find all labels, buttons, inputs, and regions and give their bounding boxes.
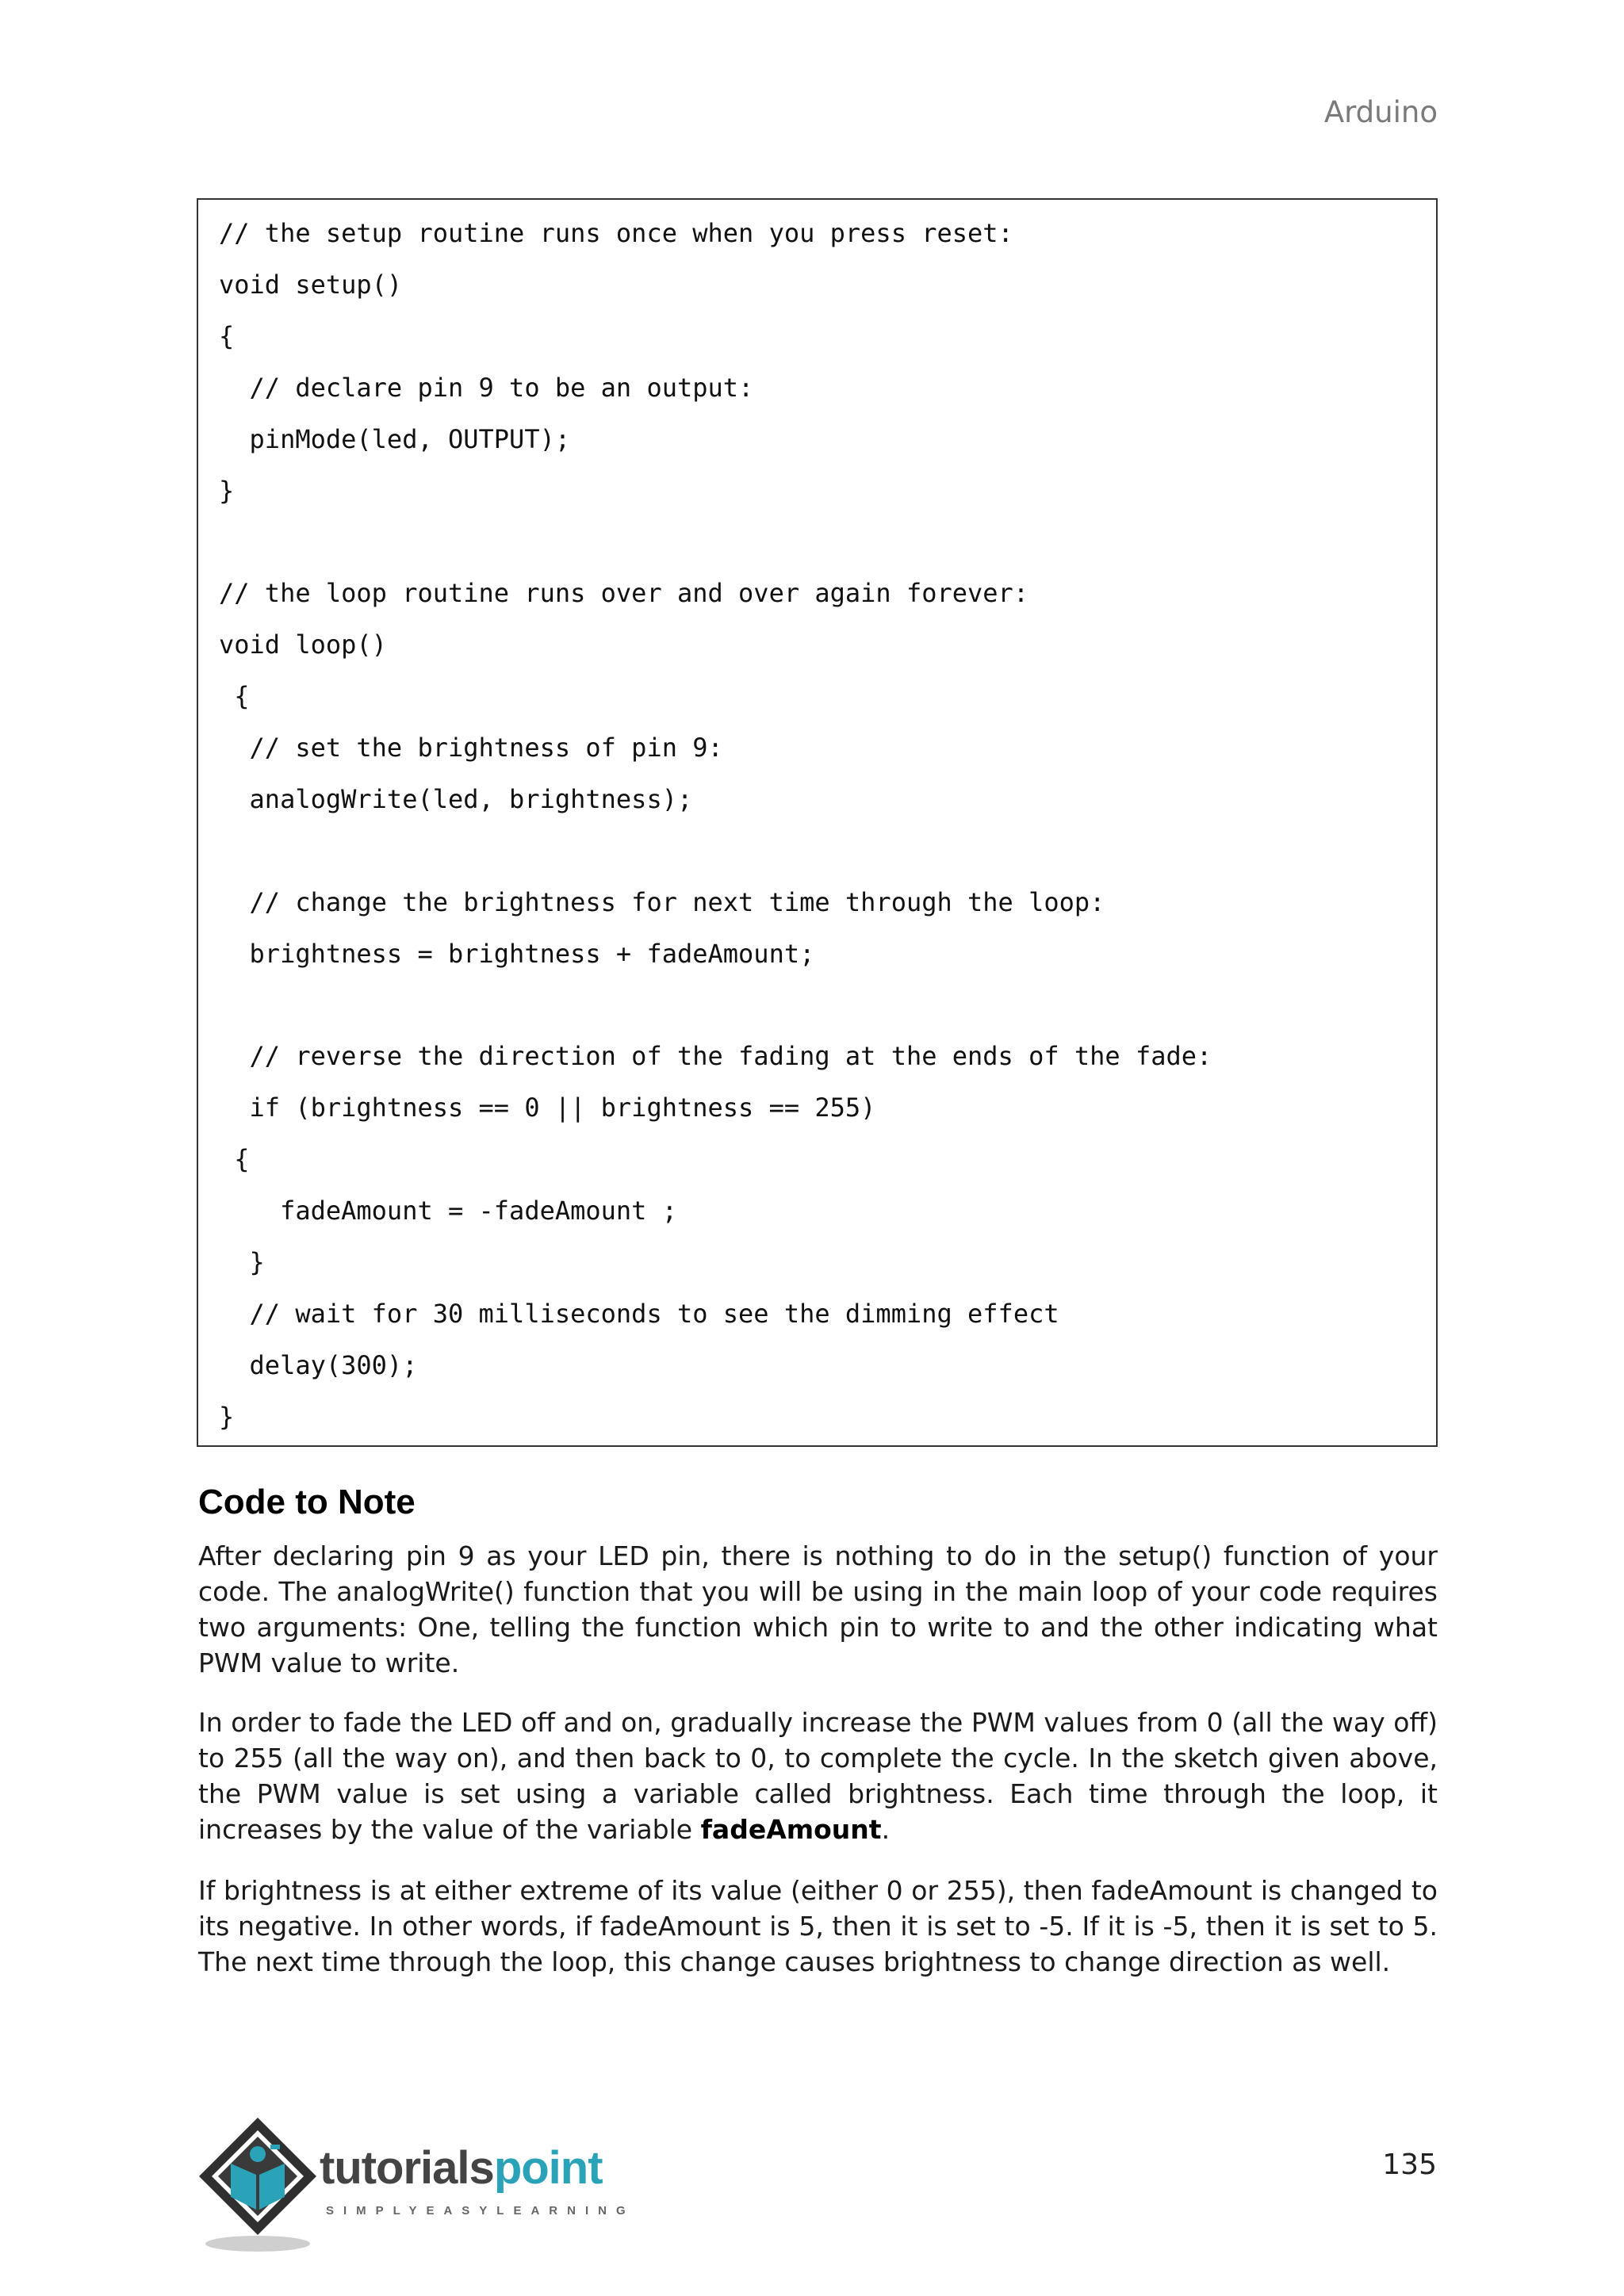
paragraph-1: After declaring pin 9 as your LED pin, there is nothing to do in the setup() function of your code. The analogWrite() function that you will be using in the main loop of your code requires two arguments: One, telling the function which pin to write to and the other indicating what PWM value to write. bbox=[198, 1540, 1438, 1678]
code-line: fadeAmount = -fadeAmount ; bbox=[219, 1196, 677, 1226]
code-line: } bbox=[219, 1401, 235, 1432]
code-line: // set the brightness of pin 9: bbox=[219, 733, 723, 763]
code-line: // reverse the direction of the fading at the ends of the fade: bbox=[219, 1041, 1212, 1072]
code-line: } bbox=[219, 1247, 265, 1277]
section-heading: Code to Note bbox=[198, 1483, 416, 1521]
code-line: // wait for 30 milliseconds to see the dimming effect bbox=[219, 1298, 1059, 1329]
code-line: { bbox=[219, 681, 250, 712]
tutorialspoint-logo bbox=[194, 2113, 638, 2256]
logo-tagline: SIMPLYEASYLEARNING bbox=[326, 2204, 635, 2218]
code-line: // the loop routine runs over and over again forever: bbox=[219, 578, 1029, 609]
code-line: delay(300); bbox=[219, 1349, 418, 1380]
code-line: // the setup routine runs once when you press reset: bbox=[219, 218, 1013, 248]
logo-emblem-icon bbox=[194, 2113, 321, 2256]
paragraph-2 bbox=[198, 1705, 1438, 1847]
code-line: pinMode(led, OUTPUT); bbox=[219, 423, 571, 454]
code-line: // declare pin 9 to be an output: bbox=[219, 372, 754, 403]
logo-word-main: tutorials bbox=[320, 2142, 494, 2194]
header-title: Arduino bbox=[1323, 95, 1438, 129]
code-line: analogWrite(led, brightness); bbox=[219, 783, 693, 814]
logo-word-accent: point bbox=[493, 2142, 603, 2194]
code-line: { bbox=[219, 1144, 250, 1175]
code-line: brightness = brightness + fadeAmount; bbox=[219, 938, 815, 969]
paragraph-2-bold: fadeAmount bbox=[700, 1814, 882, 1845]
code-line: { bbox=[219, 320, 235, 351]
code-line: if (brightness == 0 || brightness == 255) bbox=[219, 1093, 876, 1123]
code-line: void setup() bbox=[219, 269, 403, 300]
page-number: 135 bbox=[1382, 2149, 1437, 2181]
paragraph-2-text: In order to fade the LED off and on, gradually increase the PWM values from 0 (all the way off) to 255 (all the way on), and then back to 0, to complete the cycle. In the sketch given above, the PWM value is set using a variable called brightness. Each time through the loop, it increases by the value of the variable bbox=[198, 1707, 1438, 1845]
code-line: // change the brightness for next time through the loop: bbox=[219, 886, 1105, 917]
paragraph-3: If brightness is at either extreme of its value (either 0 or 255), then fadeAmount is changed to its negative. In other words, if fadeAmount is 5, then it is set to -5. If it is -5, then it is set to 5. The next time through the loop, this change causes brightness to change direction as well. bbox=[198, 1875, 1438, 1977]
code-line: void loop() bbox=[219, 629, 387, 660]
code-line: } bbox=[219, 475, 235, 506]
code-block bbox=[197, 198, 1438, 1447]
paragraph-2-end: . bbox=[881, 1814, 891, 1845]
logo-wordmark bbox=[320, 2141, 603, 2195]
